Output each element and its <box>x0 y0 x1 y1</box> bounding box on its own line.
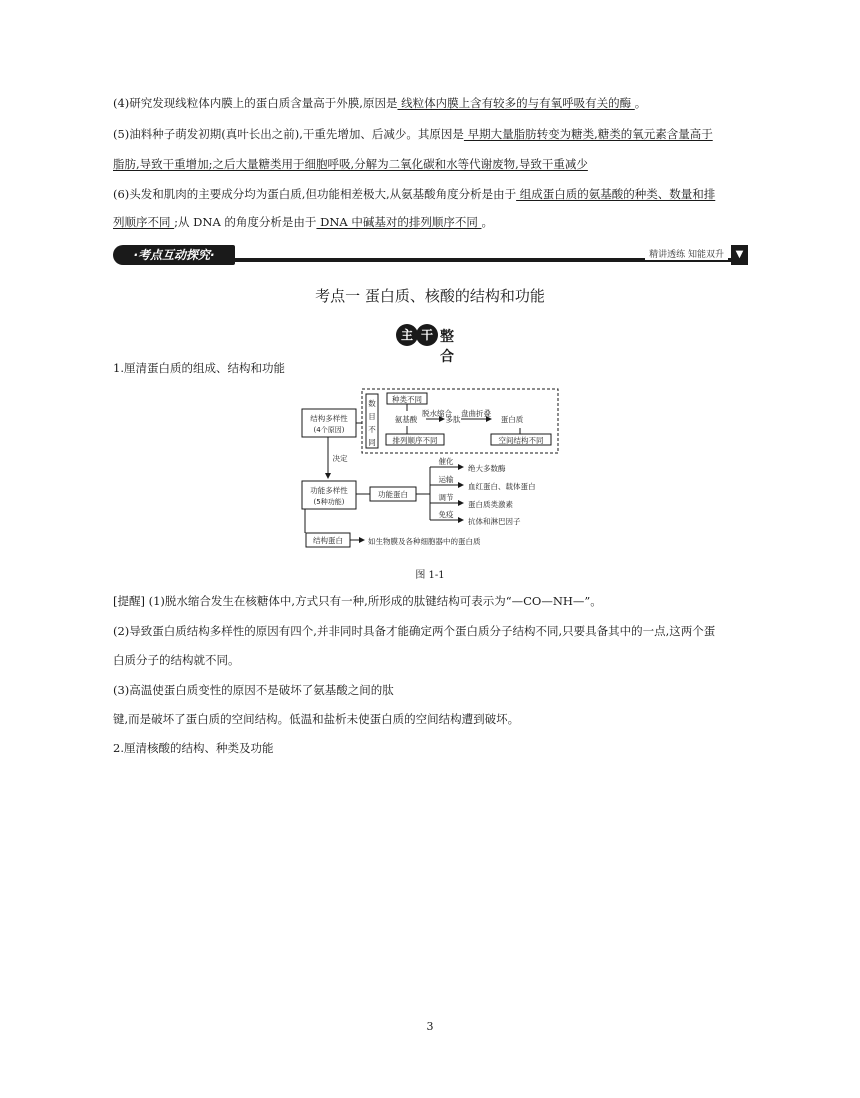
paragraph-5-answer-part-1: 早期大量脂肪转变为糖类,糖类的氧元素含量高于 <box>463 127 713 141</box>
decides-label: 决定 <box>332 454 348 463</box>
function-diversity-label: 功能多样性 <box>310 486 348 495</box>
catalysis-label: 催化 <box>438 457 454 466</box>
reminder-1: [提醒] (1)脱水缩合发生在核糖体中,方式只有一种,所形成的肽键结构可表示为“—CO—NH—”。 <box>113 594 602 608</box>
structure-diversity-sub: (4个原因) <box>313 426 345 434</box>
paragraph-6-dna-question: ;从 DNA 的角度分析是由于 <box>174 215 317 229</box>
paragraph-4-question: (4)研究发现线粒体内膜上的蛋白质含量高于外膜,原因是 <box>113 96 398 110</box>
number-char-4: 同 <box>368 438 376 447</box>
transport-example: 血红蛋白、载体蛋白 <box>468 482 536 491</box>
page-number: 3 <box>426 1020 434 1033</box>
paragraph-6-dna-answer: DNA 中碱基对的排列顺序不同 <box>316 215 482 229</box>
number-char-3: 不 <box>368 425 376 434</box>
protein-label: 蛋白质 <box>500 415 524 424</box>
number-char-2: 目 <box>368 412 376 421</box>
structural-protein-example: 如生物膜及各种细胞器中的蛋白质 <box>368 537 481 546</box>
paragraph-5-line-2 <box>113 156 588 172</box>
structure-diversity-label: 结构多样性 <box>310 414 348 423</box>
structural-protein-label: 结构蛋白 <box>313 536 343 545</box>
protein-diagram <box>298 386 560 554</box>
banner-subtitle: 精讲透练 知能双升 <box>645 247 728 260</box>
paragraph-6-line-1 <box>113 186 715 202</box>
immunity-label: 免疫 <box>438 510 454 519</box>
amino-acid-label: 氨基酸 <box>394 415 418 424</box>
catalysis-example: 绝大多数酶 <box>468 464 506 473</box>
reminder-2-line-1: (2)导致蛋白质结构多样性的原因有四个,并非同时具备才能确定两个蛋白质分子结构不同,只要具备其中的一点,这两个蛋 <box>113 624 716 638</box>
figure-caption: 图 1-1 <box>415 570 445 581</box>
type-label: 种类不同 <box>392 395 422 404</box>
order-label: 排列顺序不同 <box>392 436 438 445</box>
paragraph-4 <box>113 95 646 111</box>
badge-circle-2: 干 <box>416 324 438 346</box>
transport-label: 运输 <box>438 475 454 484</box>
banner-arrow-icon: ▼ <box>731 245 748 265</box>
number-char-1: 数 <box>368 399 376 408</box>
paragraph-5-answer-part-2: 脂肪,导致干重增加;之后大量糖类用于细胞呼吸,分解为二氧化碳和水等代谢废物,导致干重减少 <box>113 157 588 171</box>
section-title: 考点一 蛋白质、核酸的结构和功能 <box>315 287 545 305</box>
paragraph-6-answer-part-2: 列顺序不同 <box>113 215 175 229</box>
paragraph-5-line-1 <box>113 126 713 142</box>
folding-label: 盘曲折叠 <box>461 409 491 418</box>
paragraph-6-line-2 <box>113 214 493 230</box>
badge-circle-1: 主 <box>396 324 418 346</box>
heading-protein: 1.厘清蛋白质的组成、结构和功能 <box>113 361 285 375</box>
dehydration-label: 脱水缩合 <box>422 409 452 418</box>
regulation-label: 调节 <box>438 493 454 502</box>
reminder-3-line-2: 键,而是破坏了蛋白质的空间结构。低温和盐析未使蛋白质的空间结构遭到破坏。 <box>113 712 520 726</box>
banner-title: ·考点互动探究· <box>113 245 235 265</box>
regulation-example: 蛋白质类激素 <box>468 500 513 509</box>
heading-nucleic-acid: 2.厘清核酸的结构、种类及功能 <box>113 741 274 755</box>
badge-text: 整合 <box>440 329 454 365</box>
paragraph-4-end: 。 <box>634 96 647 110</box>
section-banner <box>113 245 748 265</box>
paragraph-6-question: (6)头发和肌肉的主要成分均为蛋白质,但功能相差极大,从氨基酸角度分析是由于 <box>113 187 517 201</box>
reminder-3-line-1: (3)高温使蛋白质变性的原因不是破坏了氨基酸之间的肽 <box>113 683 394 697</box>
function-diversity-sub: (5种功能) <box>313 498 345 506</box>
space-label: 空间结构不同 <box>498 436 544 445</box>
paragraph-5-question: (5)油料种子萌发初期(真叶长出之前),干重先增加、后减少。其原因是 <box>113 127 464 141</box>
reminder-2-line-2: 白质分子的结构就不同。 <box>113 653 240 667</box>
polypeptide-label: 多肽 <box>445 415 461 424</box>
paragraph-4-answer: 线粒体内膜上含有较多的与有氧呼吸有关的酶 <box>397 96 635 110</box>
paragraph-6-end: 。 <box>481 215 493 229</box>
paragraph-6-answer-part-1: 组成蛋白质的氨基酸的种类、数量和排 <box>516 187 716 201</box>
badge-zhugan-zhenghe <box>396 324 466 365</box>
functional-protein-label: 功能蛋白 <box>378 490 408 499</box>
immunity-example: 抗体和淋巴因子 <box>468 517 521 526</box>
